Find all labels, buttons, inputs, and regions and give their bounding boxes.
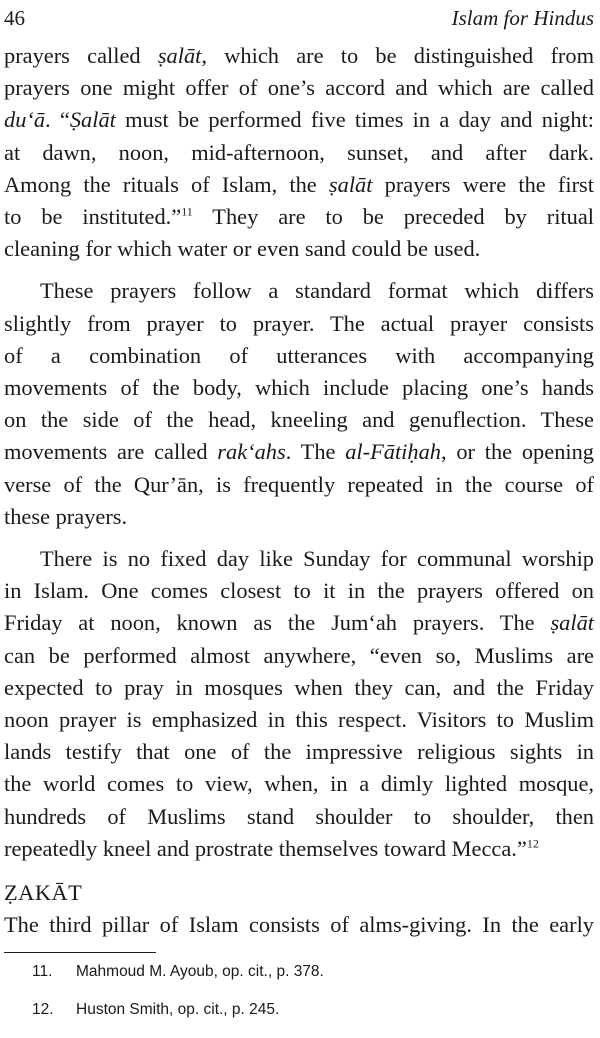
paragraph-2 — [4, 275, 594, 533]
section-heading: ẒAKĀT — [4, 880, 83, 906]
text-line: prayers one might offer of one’s accord and which are called — [4, 75, 594, 101]
footnote-number: 12. — [32, 1001, 54, 1018]
footnote-12 — [32, 1000, 324, 1020]
text-line: these prayers. — [4, 503, 128, 529]
text-line: repeatedly kneel and prostrate themselves toward Mecca.”$^{12}$ — [4, 835, 539, 861]
text-line: verse of the Qur’ān, is frequently repeated in the course of — [4, 471, 594, 497]
paragraph-3 — [4, 543, 594, 865]
footnote-ref-12: 12 — [526, 836, 539, 851]
text-line: These prayers follow a standard format which differs — [40, 278, 594, 304]
text-line: movements of the body, which include placing one’s hands — [4, 375, 594, 401]
text-line: movements are called rak‘ahs. The al-Fātiḥah, or the opening — [4, 439, 594, 465]
footnote-11 — [32, 962, 324, 982]
body-text — [4, 40, 594, 941]
footnote-ref-11: 11 — [181, 204, 193, 219]
text-line: du‘ā. “Ṣalāt must be performed five times in a day and night: — [4, 107, 594, 133]
text-line: on the side of the head, kneeling and genuflection. These — [4, 407, 594, 433]
page-number: 46 — [4, 6, 25, 30]
footnote-number: 11. — [32, 963, 53, 980]
text-line: to be instituted.”$^{11}$ They are to be preceded by ritual — [4, 204, 595, 230]
text-line: There is no fixed day like Sunday for communal worship — [40, 546, 594, 572]
text-line: can be performed almost anywhere, “even so, Muslims are — [4, 642, 594, 668]
text-line: Friday at noon, known as the Jum‘ah prayers. The ṣalāt — [4, 610, 594, 636]
running-head: Islam for Hindus — [451, 6, 594, 30]
text-line: noon prayer is emphasized in this respect. Visitors to Muslim — [4, 707, 594, 733]
footnote-text: Huston Smith, op. cit., p. 245. — [76, 1001, 280, 1018]
footnote-divider — [4, 952, 156, 953]
text-line: at dawn, noon, mid-afternoon, sunset, and after dark. — [4, 139, 594, 165]
paragraph-1 — [4, 40, 594, 265]
page-header — [4, 3, 594, 33]
text-line: The third pillar of Islam consists of alms-giving. In the early — [4, 912, 594, 938]
text-line: slightly from prayer to prayer. The actual prayer consists — [4, 310, 594, 336]
text-line: cleaning for which water or even sand could be used. — [4, 236, 481, 262]
text-line: Among the rituals of Islam, the ṣalāt prayers were the first — [4, 171, 594, 197]
text-line: expected to pray in mosques when they can, and the Friday — [4, 674, 594, 700]
text-line: of a combination of utterances with accompanying — [4, 342, 594, 368]
paragraph-4 — [4, 909, 594, 941]
text-line: the world comes to view, when, in a dimly lighted mosque, — [4, 771, 594, 797]
text-line: hundreds of Muslims stand shoulder to shoulder, then — [4, 803, 594, 829]
footnotes — [32, 962, 324, 1038]
footnote-text: Mahmoud M. Ayoub, op. cit., p. 378. — [76, 963, 324, 980]
text-line: lands testify that one of the impressive religious sights in — [4, 739, 594, 765]
text-line: prayers called ṣalāt, which are to be distinguished from — [4, 43, 594, 68]
text-line: in Islam. One comes closest to it in the prayers offered on — [4, 578, 594, 604]
